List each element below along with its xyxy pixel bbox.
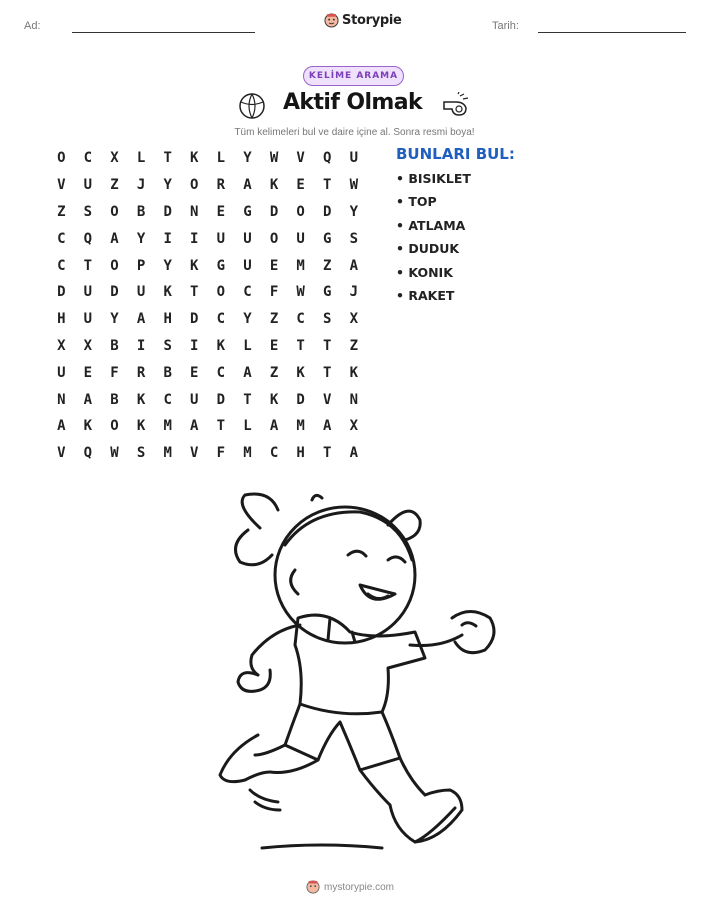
grid-row <box>48 386 367 413</box>
grid-letter[interactable]: Y <box>163 177 172 194</box>
grid-letter[interactable]: Z <box>323 257 332 274</box>
grid-letter[interactable]: N <box>190 203 199 220</box>
grid-letter[interactable]: I <box>136 337 146 354</box>
grid-letter[interactable]: O <box>190 177 199 194</box>
grid-letter[interactable]: T <box>83 257 93 274</box>
grid-letter[interactable]: A <box>136 311 146 328</box>
grid-letter[interactable]: K <box>216 337 226 354</box>
grid-row <box>48 440 367 467</box>
running-child-illustration <box>200 490 510 855</box>
grid-letter[interactable]: K <box>269 391 279 408</box>
word-search-grid <box>48 145 367 467</box>
grid-letter[interactable]: O <box>110 418 119 435</box>
word-item: • DUDUK <box>396 241 460 257</box>
grid-letter[interactable]: O <box>216 284 226 301</box>
word-item: • BISIKLET <box>396 171 471 186</box>
grid-letter[interactable]: D <box>110 284 119 301</box>
grid-letter[interactable]: I <box>163 230 172 247</box>
grid-letter[interactable]: Z <box>269 364 279 381</box>
grid-letter[interactable]: D <box>296 391 305 408</box>
grid-row <box>48 413 367 440</box>
grid-letter[interactable]: K <box>136 418 146 435</box>
grid-letter[interactable]: F <box>216 445 226 462</box>
date-label: Tarih: <box>492 20 519 32</box>
grid-row <box>48 333 367 360</box>
grid-letter[interactable]: K <box>190 257 199 274</box>
grid-letter[interactable]: H <box>163 311 172 328</box>
grid-letter[interactable]: X <box>349 311 359 328</box>
grid-letter[interactable]: M <box>163 445 172 462</box>
words-heading: BUNLARI BUL: <box>396 145 515 163</box>
grid-letter[interactable]: A <box>57 418 66 435</box>
word-list <box>396 171 471 311</box>
grid-letter[interactable]: U <box>243 230 252 247</box>
grid-letter[interactable]: B <box>136 203 146 220</box>
word-item: • TOP <box>396 194 437 210</box>
grid-letter[interactable]: E <box>83 364 93 381</box>
grid-letter[interactable]: S <box>136 445 146 462</box>
word-item: • ATLAMA <box>396 217 466 233</box>
grid-letter[interactable]: B <box>110 337 119 354</box>
grid-letter[interactable]: W <box>110 445 119 462</box>
grid-letter[interactable]: M <box>296 418 305 435</box>
grid-row <box>48 279 367 306</box>
grid-letter[interactable]: J <box>349 284 359 301</box>
grid-letter[interactable]: T <box>216 418 226 435</box>
grid-letter[interactable]: E <box>269 257 279 274</box>
grid-letter[interactable]: Q <box>83 230 93 247</box>
grid-row <box>48 306 367 333</box>
grid-letter[interactable]: A <box>349 257 359 274</box>
grid-letter[interactable]: S <box>83 203 93 220</box>
grid-letter[interactable]: S <box>323 311 332 328</box>
grid-letter[interactable]: L <box>136 150 146 167</box>
name-label: Ad: <box>24 20 41 32</box>
grid-letter[interactable]: S <box>163 337 172 354</box>
grid-letter[interactable]: Y <box>163 257 172 274</box>
grid-letter[interactable]: U <box>349 150 359 167</box>
grid-letter[interactable]: G <box>243 203 252 220</box>
grid-letter[interactable]: O <box>269 230 279 247</box>
grid-row <box>48 252 367 279</box>
grid-letter[interactable]: J <box>136 177 146 194</box>
grid-letter[interactable]: C <box>57 230 66 247</box>
grid-letter[interactable]: V <box>296 150 305 167</box>
grid-letter[interactable]: R <box>216 177 226 194</box>
date-line[interactable] <box>538 32 686 33</box>
grid-letter[interactable]: U <box>57 364 66 381</box>
grid-letter[interactable]: N <box>57 391 66 408</box>
grid-letter[interactable]: L <box>216 150 226 167</box>
grid-letter[interactable]: K <box>83 418 93 435</box>
grid-letter[interactable]: T <box>190 284 199 301</box>
grid-letter[interactable]: U <box>216 230 226 247</box>
grid-letter[interactable]: A <box>243 364 252 381</box>
grid-letter[interactable]: C <box>83 150 93 167</box>
grid-letter[interactable]: A <box>83 391 93 408</box>
grid-letter[interactable]: U <box>190 391 199 408</box>
title-row <box>0 90 709 124</box>
grid-letter[interactable]: W <box>296 284 305 301</box>
grid-letter[interactable]: T <box>163 150 172 167</box>
grid-letter[interactable]: K <box>296 364 305 381</box>
grid-letter[interactable]: V <box>323 391 332 408</box>
storypie-logo-icon <box>324 13 339 28</box>
grid-letter[interactable]: A <box>269 418 279 435</box>
grid-letter[interactable]: K <box>349 364 359 381</box>
grid-letter[interactable]: C <box>216 364 226 381</box>
grid-letter[interactable]: O <box>296 203 305 220</box>
grid-letter[interactable]: D <box>190 311 199 328</box>
grid-letter[interactable]: U <box>83 177 93 194</box>
grid-letter[interactable]: X <box>83 337 93 354</box>
footer <box>306 880 394 894</box>
grid-letter[interactable]: D <box>163 203 172 220</box>
whistle-icon <box>440 92 472 118</box>
grid-letter[interactable]: K <box>136 391 146 408</box>
grid-letter[interactable]: C <box>296 311 305 328</box>
brand-name: Storypie <box>342 13 402 28</box>
grid-letter[interactable]: O <box>110 203 119 220</box>
grid-letter[interactable]: M <box>163 418 172 435</box>
grid-letter[interactable]: Y <box>110 311 119 328</box>
grid-letter[interactable]: S <box>349 230 359 247</box>
grid-letter[interactable]: H <box>296 445 305 462</box>
grid-letter[interactable]: L <box>243 418 252 435</box>
grid-letter[interactable]: C <box>216 311 226 328</box>
grid-letter[interactable]: C <box>163 391 172 408</box>
grid-letter[interactable]: T <box>323 445 332 462</box>
storypie-logo-icon <box>306 880 320 894</box>
grid-letter[interactable]: U <box>83 284 93 301</box>
grid-letter[interactable]: T <box>243 391 252 408</box>
grid-letter[interactable]: P <box>136 257 146 274</box>
grid-letter[interactable]: M <box>296 257 305 274</box>
grid-letter[interactable]: E <box>190 364 199 381</box>
grid-row <box>48 225 367 252</box>
grid-letter[interactable]: V <box>57 445 66 462</box>
grid-letter[interactable]: D <box>269 203 279 220</box>
grid-letter[interactable]: E <box>269 337 279 354</box>
grid-letter[interactable]: W <box>269 150 279 167</box>
brand-logo <box>324 13 402 28</box>
word-item: • KONIK <box>396 264 453 280</box>
ball-icon <box>238 92 266 120</box>
instructions: Tüm kelimeleri bul ve daire içine al. Sonra resmi boya! <box>234 127 475 138</box>
grid-letter[interactable]: X <box>349 418 359 435</box>
grid-letter[interactable]: X <box>110 150 119 167</box>
grid-letter[interactable]: G <box>323 230 332 247</box>
grid-row <box>48 172 367 199</box>
grid-letter[interactable]: K <box>163 284 172 301</box>
grid-letter[interactable]: T <box>296 337 305 354</box>
grid-letter[interactable]: Y <box>136 230 146 247</box>
grid-letter[interactable]: Z <box>57 203 66 220</box>
grid-row <box>48 199 367 226</box>
grid-letter[interactable]: R <box>136 364 146 381</box>
grid-letter[interactable]: Y <box>349 203 359 220</box>
grid-letter[interactable]: Y <box>243 311 252 328</box>
grid-letter[interactable]: T <box>323 177 332 194</box>
grid-letter[interactable]: V <box>57 177 66 194</box>
grid-letter[interactable]: D <box>57 284 66 301</box>
grid-letter[interactable]: Q <box>83 445 93 462</box>
grid-letter[interactable]: O <box>110 257 119 274</box>
grid-letter[interactable]: A <box>110 230 119 247</box>
grid-letter[interactable]: Q <box>323 150 332 167</box>
grid-letter[interactable]: Z <box>269 311 279 328</box>
grid-letter[interactable]: X <box>57 337 66 354</box>
grid-letter[interactable]: L <box>243 337 252 354</box>
word-item: • RAKET <box>396 287 455 303</box>
grid-letter[interactable]: I <box>190 337 199 354</box>
grid-letter[interactable]: K <box>269 177 279 194</box>
grid-letter[interactable]: C <box>269 445 279 462</box>
grid-letter[interactable]: O <box>57 150 66 167</box>
grid-letter[interactable]: N <box>349 391 359 408</box>
name-line[interactable] <box>72 32 255 33</box>
grid-letter[interactable]: U <box>243 257 252 274</box>
footer-url[interactable]: mystorypie.com <box>324 881 395 893</box>
grid-letter[interactable]: B <box>163 364 172 381</box>
grid-letter[interactable]: U <box>296 230 305 247</box>
grid-letter[interactable]: M <box>243 445 252 462</box>
grid-letter[interactable]: B <box>110 391 119 408</box>
grid-letter[interactable]: F <box>110 364 119 381</box>
grid-row <box>48 145 367 172</box>
grid-letter[interactable]: F <box>269 284 279 301</box>
grid-letter[interactable]: W <box>349 177 359 194</box>
grid-letter[interactable]: A <box>243 177 252 194</box>
grid-letter[interactable]: K <box>190 150 199 167</box>
grid-letter[interactable]: Z <box>349 337 359 354</box>
grid-letter[interactable]: D <box>323 203 332 220</box>
grid-letter[interactable]: A <box>190 418 199 435</box>
grid-letter[interactable]: C <box>57 257 66 274</box>
grid-letter[interactable]: Y <box>243 150 252 167</box>
grid-letter[interactable]: A <box>349 445 359 462</box>
grid-letter[interactable]: V <box>190 445 199 462</box>
grid-letter[interactable]: H <box>57 311 66 328</box>
page-title: Aktif Olmak <box>283 90 422 115</box>
grid-letter[interactable]: G <box>216 257 226 274</box>
grid-letter[interactable]: A <box>323 418 332 435</box>
grid-letter[interactable]: T <box>323 364 332 381</box>
grid-letter[interactable]: C <box>243 284 252 301</box>
category-badge: KELİME ARAMA <box>303 66 404 86</box>
grid-letter[interactable]: D <box>216 391 226 408</box>
grid-letter[interactable]: E <box>296 177 305 194</box>
grid-letter[interactable]: G <box>323 284 332 301</box>
grid-letter[interactable]: T <box>323 337 332 354</box>
grid-letter[interactable]: U <box>83 311 93 328</box>
grid-letter[interactable]: I <box>190 230 199 247</box>
grid-letter[interactable]: U <box>136 284 146 301</box>
grid-letter[interactable]: Z <box>110 177 119 194</box>
grid-row <box>48 359 367 386</box>
grid-letter[interactable]: E <box>216 203 226 220</box>
